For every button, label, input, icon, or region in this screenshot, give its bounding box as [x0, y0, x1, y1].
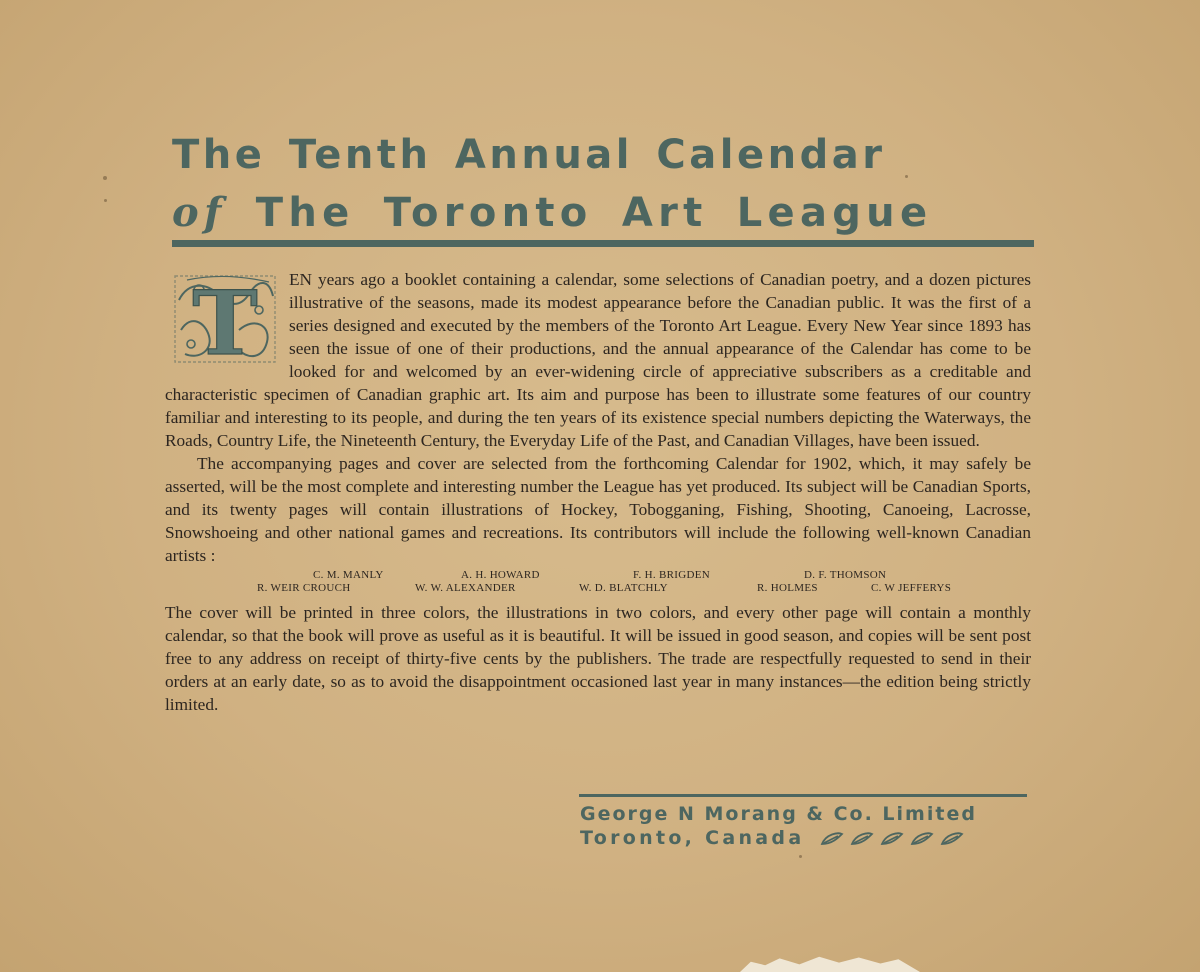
publisher-imprint [580, 802, 1040, 850]
artist-name: D. F. THOMSON [804, 569, 887, 581]
leaf-ornament-icon [910, 832, 934, 846]
artist-name: A. H. HOWARD [461, 569, 540, 581]
publisher-divider-rule [579, 794, 1027, 797]
drop-cap-ornament-icon [169, 270, 281, 366]
title-line-2 [172, 184, 1036, 242]
torn-paper-edge [740, 955, 920, 972]
page-title [172, 126, 1036, 242]
ornamental-drop-cap [169, 270, 281, 366]
artist-name: F. H. BRIGDEN [633, 569, 710, 581]
paragraph-1 [165, 268, 1031, 452]
artists-row-1 [165, 569, 1031, 582]
artist-name: C. M. MANLY [313, 569, 384, 581]
drop-cap-letter: T [192, 271, 258, 366]
artist-name: W. W. ALEXANDER [415, 582, 516, 594]
paper-spot [103, 176, 107, 180]
artist-name: R. WEIR CROUCH [257, 582, 351, 594]
title-line-1: The Tenth Annual Calendar [172, 132, 886, 178]
artist-name: W. D. BLATCHLY [579, 582, 668, 594]
artists-list [165, 569, 1031, 595]
title-divider-rule [172, 240, 1034, 247]
artist-name: R. HOLMES [757, 582, 818, 594]
paragraph-1-text: EN years ago a booklet containing a calendar, some selections of Canadian poetry, and a dozen pictures illustrative of the seasons, made its modest appearance before the Canadian public. It was the first of a series designed and executed by the members of the Toronto Art League. Every New Year since 1893 has seen the issue of one of their productions, and the annual appearance of the Calendar has come to be looked for and welcomed by an ever-widening circle of appreciative subscribers as a creditable and characteristic specimen of Canadian graphic art. Its aim and purpose has been to illustrate some features of our country familiar and interesting to its people, and during the ten years of its existence special numbers depicting the Waterways, the Roads, Country Life, the Nineteenth Century, the Everyday Life of the Past, and Canadian Villages, have been issued. [165, 270, 1031, 450]
paragraph-3: The cover will be printed in three colors, the illustrations in two colors, and every other page will contain a monthly calendar, so that the book will prove as useful as it is beautiful. It will be issued in good season, and copies will be sent post free to any address on receipt of thirty-five cents by the publishers. The trade are respectfully requested to send in their orders at an early date, so as to avoid the disappointment occasioned last year in many instances—the edition being strictly limited. [165, 603, 1031, 714]
artist-name: C. W JEFFERYS [871, 582, 952, 594]
publisher-location-line [580, 826, 1040, 850]
publisher-location: Toronto, Canada [580, 827, 805, 849]
body-text [165, 268, 1031, 716]
title-line-2-rest: The Toronto Art League [255, 190, 933, 236]
publisher-name: George N Morang & Co. Limited [580, 803, 977, 825]
leaf-ornament-icon [940, 832, 964, 846]
paper-spot [799, 855, 802, 858]
leaf-ornament-icon [850, 832, 874, 846]
paragraph-2: The accompanying pages and cover are selected from the forthcoming Calendar for 1902, which, it may safely be asserted, will be the most complete and interesting number the League has yet produced. Its subject will be Canadian Sports, and its twenty pages will contain illustrations of Hockey, Tobogganing, Fishing, Shooting, Canoeing, Lacrosse, Snowshoeing and other national games and recreations. Its contributors will include the following well-known Canadian artists : [165, 454, 1031, 565]
leaf-ornament-icon [880, 832, 904, 846]
title-of-word: of [172, 189, 227, 236]
leaf-ornament-icon [820, 832, 844, 846]
paper-spot [104, 199, 107, 202]
artists-row-2 [165, 582, 1031, 595]
